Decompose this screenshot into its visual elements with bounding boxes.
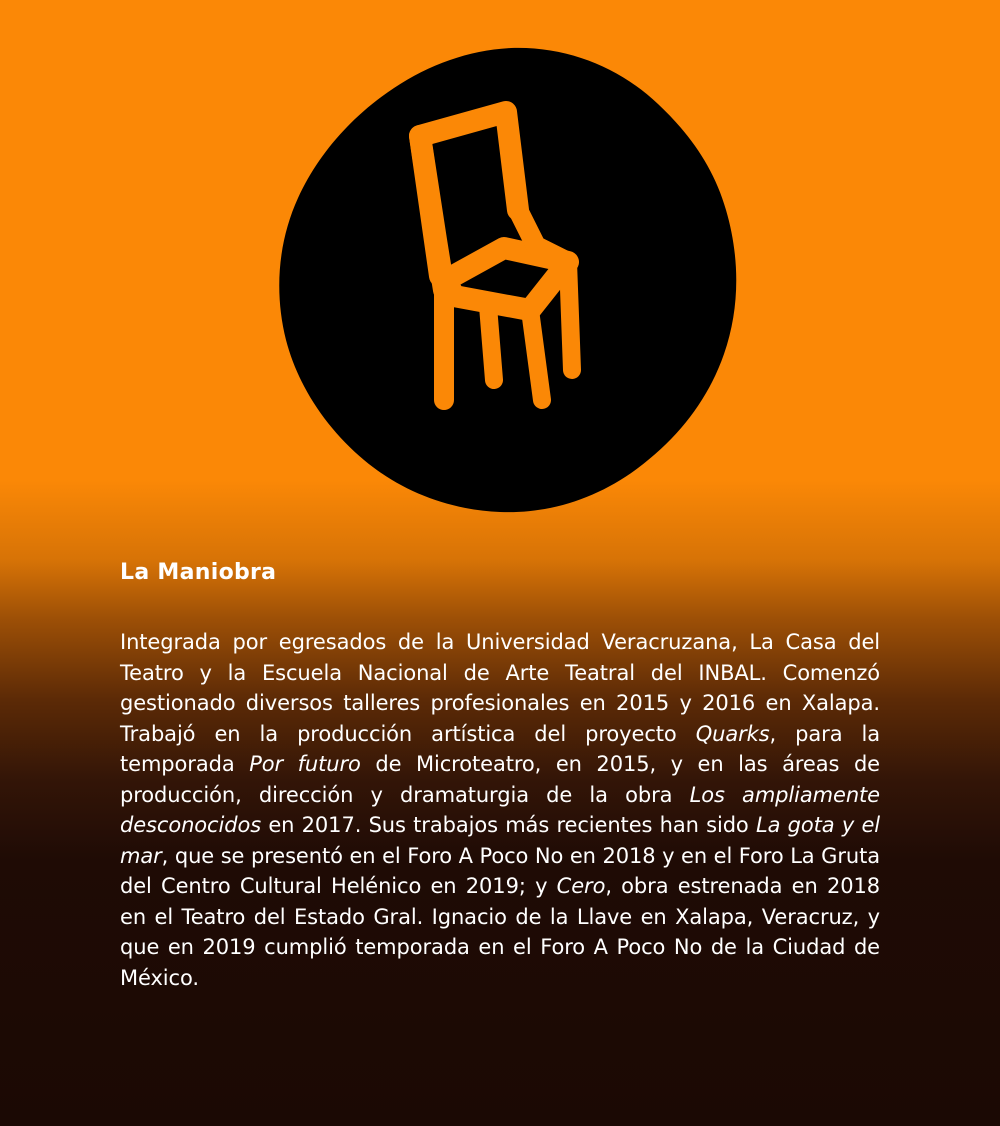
- logo: [268, 40, 748, 520]
- bio-text-segment: , que se presentó en el Foro A Poco No en 2018 y en el Foro La Gruta del Centro Cultural Helénico en 2019; y: [120, 843, 880, 898]
- bio-text-segment: en 2017. Sus trabajos más recientes han sido: [261, 813, 756, 837]
- bio-text-segment: de Microteatro, en 2015, y en las áreas de producción, dirección y dramaturgia de la obra: [120, 752, 880, 807]
- bio-text: [120, 627, 880, 993]
- chair-icon: [268, 40, 748, 520]
- work-title-los-ampliamente-desconocidos: Los ampliamente desconocidos: [120, 782, 880, 837]
- bio-text-segment: , obra estrenada en 2018 en el Teatro del Estado Gral. Ignacio de la Llave en Xalapa, Veracruz, y que en 2019 cumplió temporada en el Foro A Poco No de la Ciudad de México.: [120, 874, 880, 990]
- work-title-cero: Cero: [556, 874, 606, 898]
- bio-title: La Maniobra: [120, 560, 277, 585]
- work-title-la-gota-y-el-mar: La gota y el mar: [120, 813, 880, 868]
- bio-text-segment: , para la temporada: [120, 721, 881, 776]
- bio-text-segment: Integrada por egresados de la Universidad Veracruzana, La Casa del Teatro y la Escuela Nacional de Arte Teatral del INBAL. Comenzó gestionado diversos talleres profesionales en 2015 y 2016 en Xalapa. Trabajó en la producción artística del proyecto: [120, 630, 880, 746]
- season-title-por-futuro: Por futuro: [249, 752, 361, 776]
- bio-section: [120, 560, 880, 993]
- work-title-quarks: Quarks: [695, 721, 770, 746]
